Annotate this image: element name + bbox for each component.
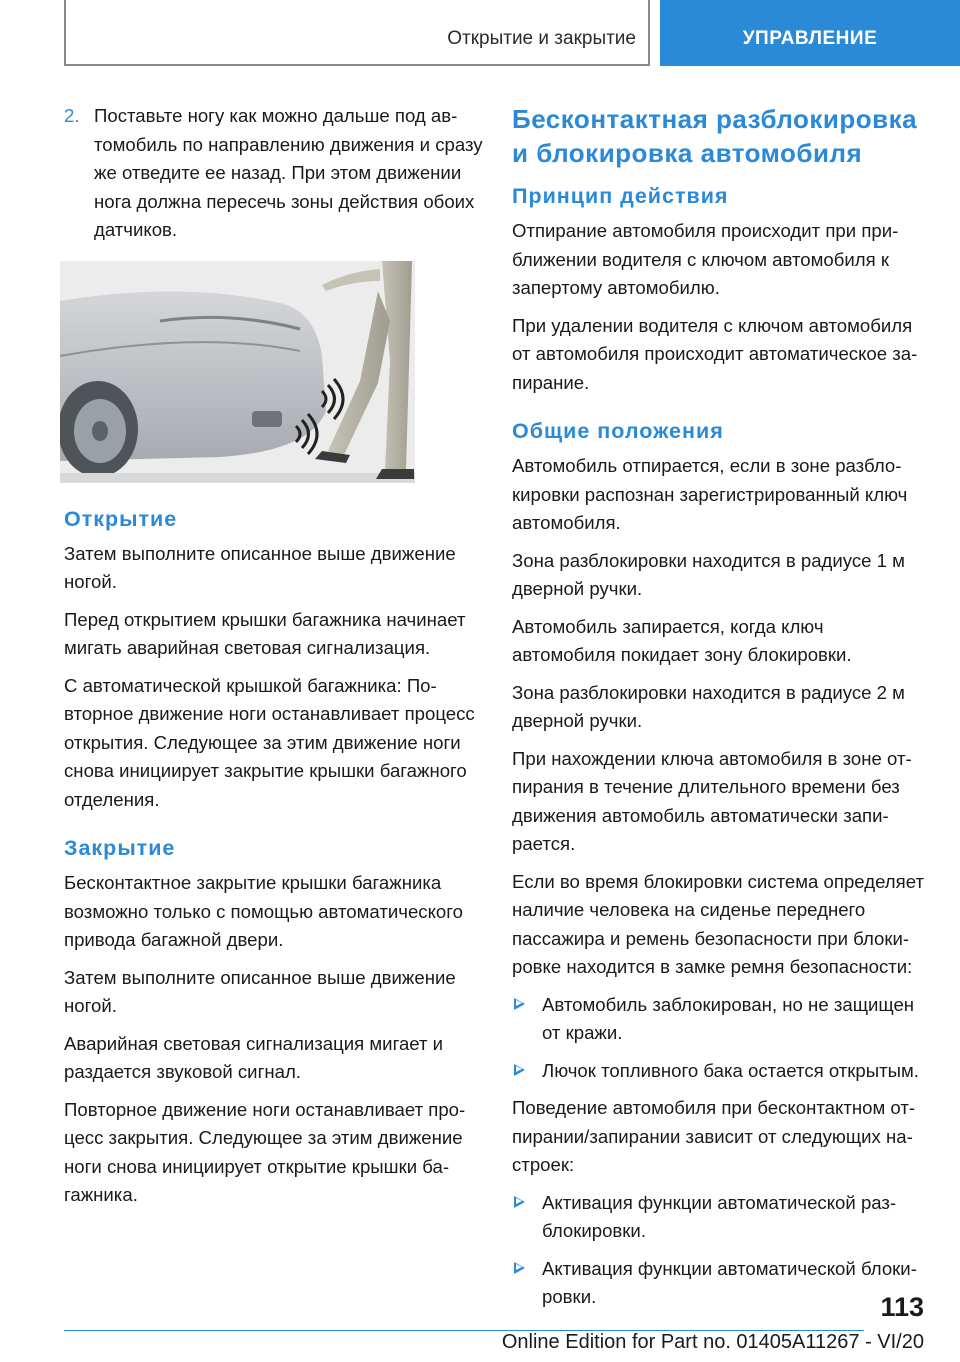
bullet-text: Лючок топливного бака остается открытым.	[542, 1059, 919, 1081]
foot-gesture-illustration	[60, 261, 415, 483]
closing-paragraph: Бесконтактное закрытие крышки багажника возможно только с помощью автоматического привода багажной двери.	[64, 872, 463, 950]
triangle-bullet-icon	[514, 1064, 525, 1076]
header-divider	[648, 0, 650, 66]
closing-paragraph: Повторное движение ноги останавливает процесс закрытия. Следующее за этим движение ноги снова инициирует открытие крышки багажника.	[64, 1098, 466, 1205]
general-paragraph: Автомобиль отпирается, если в зоне разблокировки распознан зарегистрированный ключ автомобиля.	[512, 455, 908, 533]
right-column	[512, 102, 932, 1321]
bullet-text: Автомобиль заблокирован, но не защищен от кражи.	[542, 993, 915, 1043]
triangle-bullet-icon	[514, 1262, 525, 1274]
opening-paragraph: Затем выполните описанное выше движение ногой.	[64, 542, 456, 592]
triangle-bullet-icon	[514, 998, 525, 1010]
edition-note: Online Edition for Part no. 01405A11267 - VI/20	[501, 1331, 924, 1353]
opening-paragraph: Перед открытием крышки багажника начинает мигать аварийная световая сигнализация.	[64, 608, 466, 658]
closing-heading: Закрытие	[64, 836, 176, 860]
opening-heading: Открытие	[64, 506, 178, 531]
bullet-item	[512, 1189, 932, 1246]
principle-heading: Принцип действия	[512, 184, 729, 208]
step-2	[64, 102, 484, 245]
left-column	[64, 102, 484, 1219]
bullet-item	[512, 1057, 932, 1086]
bullet-item	[512, 991, 932, 1048]
chapter-tab: УПРАВЛЕНИЕ	[660, 0, 960, 66]
general-heading: Общие положения	[512, 419, 724, 443]
general-paragraph: Зона разблокировки находится в радиусе 1 м дверной ручки.	[512, 549, 905, 599]
step-number: 2.	[64, 105, 80, 126]
closing-paragraph: Аварийная световая сигнализация мигает и раздается звуковой сигнал.	[64, 1032, 444, 1082]
page-number: 113	[880, 1292, 924, 1322]
general-paragraph: Зона разблокировки находится в радиусе 2 м дверной ручки.	[512, 681, 905, 731]
general-paragraph: При нахождении ключа автомобиля в зоне отпирания в течение длительного времени без движения автомобиль автоматически запирается.	[512, 747, 912, 854]
closing-paragraph: Затем выполните описанное выше движение ногой.	[64, 966, 456, 1016]
header-bottom-rule	[64, 64, 650, 66]
behaviour-paragraph: Поведение автомобиля при бесконтактном отпирании/запирании зависит от следующих настроек:	[512, 1097, 916, 1175]
triangle-bullet-icon	[514, 1196, 525, 1208]
bullet-text: Активация функции автоматической разблокировки.	[542, 1191, 897, 1241]
general-paragraph: Если во время блокировки система определяет наличие человека на сиденье переднего пассажира и ремень безопасности при блокировке находится в замке ремня безопасности:	[512, 870, 924, 977]
bullet-item	[512, 1255, 932, 1312]
bullet-text: Активация функции автоматической блокировки.	[542, 1257, 917, 1307]
principle-paragraph: При удалении водителя с ключом автомобиля от автомобиля происходит автоматическое запирание.	[512, 314, 918, 393]
opening-paragraph: С автоматической крышкой багажника: Повторное движение ноги останавливает процесс открытия. Следующее за этим движение ноги снова инициирует закрытие крышки багажного отделения.	[64, 674, 475, 810]
section-title: Открытие и закрытие	[447, 28, 636, 49]
step-text: Поставьте ногу как можно дальше под автомобиль по направлению движения и сразу же отведите ее назад. При этом движении нога должна пересечь зоны действия обоих датчиков.	[94, 105, 483, 240]
principle-paragraph: Отпирание автомобиля происходит при приближении водителя с ключом автомобиля к запертому автомобилю.	[512, 220, 899, 298]
section-heading: Бесконтактная разблокировка и блокировка автомобиля	[512, 104, 918, 168]
general-paragraph: Автомобиль запирается, когда ключ автомобиля покидает зону блокировки.	[512, 615, 852, 665]
